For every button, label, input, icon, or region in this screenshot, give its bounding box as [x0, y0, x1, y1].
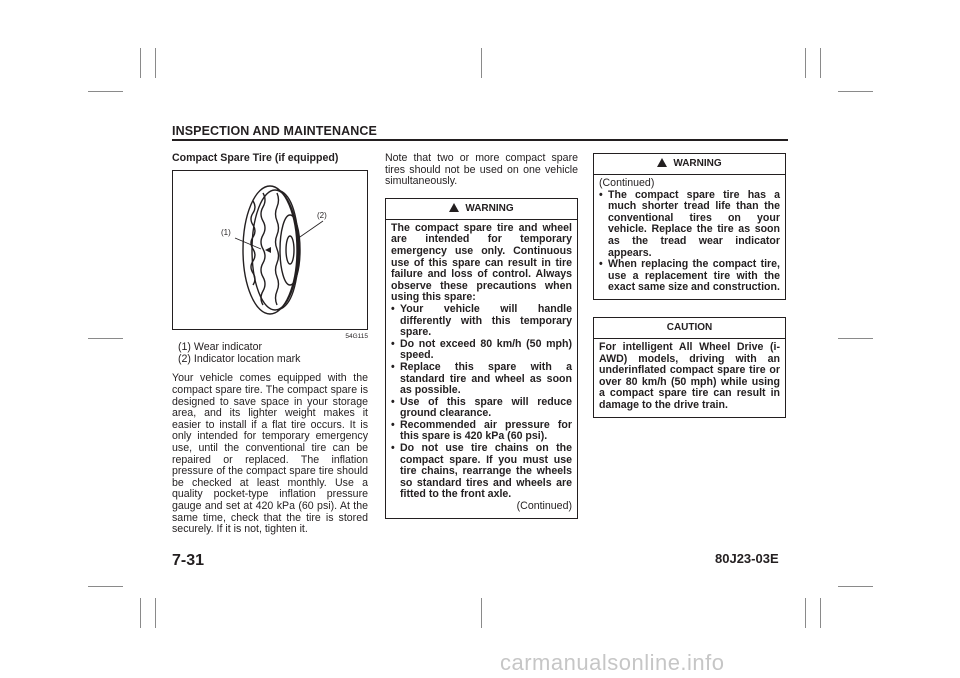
crop-mark: [155, 598, 156, 628]
warning-icon: [449, 203, 459, 212]
warning-list: [391, 304, 572, 501]
crop-mark: [820, 598, 821, 628]
crop-mark: [838, 586, 873, 587]
list-item: • Recommended air pressure for this spare is 420 kPa (60 psi).: [391, 420, 572, 443]
spare-tire-paragraph: Your vehicle comes equipped with the compact spare tire. The compact spare is designed to save space in your storage area, and its lighter weight makes it easier to install if a flat tire occurs. It is only intended for temporary emergency use, until the conventional tire can be repaired or replaced. The inflation pressure of the compact spare tire should be checked at least monthly. Use a quality pocket-type inflation pressure gauge and set at 420 kPa (60 psi). At the same time, check that the tire is stored securely. If it is not, tighten it.: [172, 372, 368, 536]
continued-label: (Continued): [516, 500, 572, 513]
crop-mark: [838, 91, 873, 92]
crop-mark: [88, 338, 123, 339]
crop-mark: [140, 48, 141, 78]
column-1: [172, 153, 368, 536]
continued-label: (Continued): [599, 177, 655, 189]
crop-mark: [805, 598, 806, 628]
list-item: • The compact spare tire has a much shorter tread life than the conventional tires on your vehicle. Replace the tire as soon as the tread wear indicator appears.: [599, 190, 780, 260]
list-item: • Use of this spare will reduce ground clearance.: [391, 397, 572, 420]
figure-label-2: (2): [317, 210, 327, 220]
list-item: • Replace this spare with a standard tire and wheel as soon as possible.: [391, 362, 572, 397]
column-3: [593, 153, 786, 418]
column-2: [385, 153, 578, 519]
crop-mark: [838, 338, 873, 339]
warning-icon: [657, 158, 667, 167]
warning-intro: The compact spare tire and wheel are intended for temporary emergency use only. Continuous use of this spare can result in tire failure and loss of control. Always observe these precautions when using this spare:: [391, 221, 572, 304]
header-rule: [172, 139, 788, 141]
crop-mark: [88, 586, 123, 587]
caution-body: For intelligent All Wheel Drive (i-AWD) models, driving with an underinflated compact spare tire or over 80 km/h (50 mph) while using a compact spare tire can result in damage to the drive train.: [599, 340, 780, 411]
warning-box: [385, 198, 578, 519]
crop-mark: [88, 91, 123, 92]
caution-title: CAUTION: [594, 318, 785, 339]
figure-label-1: (1): [221, 227, 231, 237]
crop-mark: [140, 598, 141, 628]
warning-box-continued: [593, 153, 786, 300]
compact-spare-tire-illustration: [173, 171, 367, 329]
warning-list: [599, 190, 780, 294]
document-code: 80J23-03E: [715, 551, 779, 566]
list-item: • When replacing the compact tire, use a replacement tire with the exact same size and construction.: [599, 259, 780, 294]
warning-title: WARNING: [594, 154, 785, 175]
crop-mark: [820, 48, 821, 78]
page-number: 7-31: [172, 552, 205, 569]
crop-mark: [805, 48, 806, 78]
list-item: • Your vehicle will handle differently with this temporary spare.: [391, 304, 572, 339]
caption-indicator-location: (2) Indicator location mark: [178, 352, 301, 365]
section-heading: Compact Spare Tire (if equipped): [172, 152, 339, 164]
crop-mark: [155, 48, 156, 78]
list-item: • Do not use tire chains on the compact spare. If you must use tire chains, rearrange the wheels so standard tires and wheels are fitted to the front axle.: [391, 443, 572, 501]
note-paragraph: Note that two or more compact spare tires should not be used on one vehicle simultaneously.: [385, 152, 578, 188]
warning-title: WARNING: [386, 199, 577, 220]
caution-box: [593, 317, 786, 418]
list-item: • Do not exceed 80 km/h (50 mph) speed.: [391, 339, 572, 362]
caption-wear-indicator: (1) Wear indicator: [178, 341, 262, 354]
tire-figure: [172, 170, 368, 330]
figure-code: 54G115: [345, 332, 368, 340]
section-title: INSPECTION AND MAINTENANCE: [172, 124, 377, 138]
watermark: carmanualsonline.info: [500, 650, 725, 675]
crop-mark: [481, 48, 482, 78]
crop-mark: [481, 598, 482, 628]
